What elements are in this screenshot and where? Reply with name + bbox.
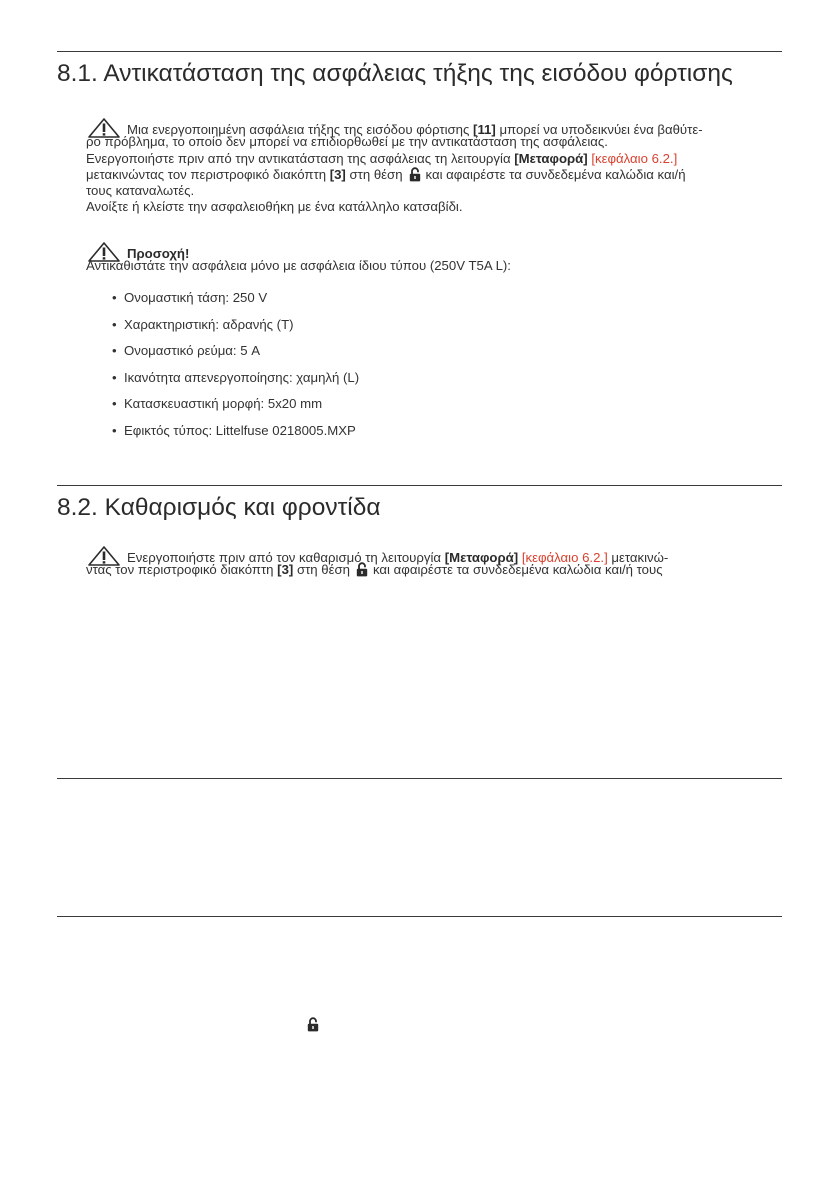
fuse-spec-list: [112, 290, 359, 449]
list-item: • Κατασκευαστική μορφή: 5x20 mm: [112, 396, 323, 411]
section-rule-top: [57, 51, 782, 52]
section-8-1-heading: 8.1. Αντικατάσταση της ασφάλειας τήξης της εισόδου φόρτισης: [57, 60, 733, 87]
list-item: • Χαρακτηριστική: αδρανής (T): [112, 316, 294, 332]
list-item: • Ονομαστικό ρεύμα: 5 A: [112, 343, 261, 358]
section-rule-8-2: [57, 485, 782, 486]
section-8-2-warning: Ενεργοποιήστε πριν από τον καθαρισμό τη λειτουργία [Μεταφορά] [κεφάλαιο 6.2.] μετακινώ- ντας τον περιστροφικό διακόπτη [3] στη θέση και αφαιρέστε τα συνδεδεμένα καλώδια και/ή τους: [86, 546, 786, 579]
section-8-2-heading: 8.2. Καθαρισμός και φροντίδα: [57, 494, 381, 521]
lock-open-icon: [356, 562, 368, 577]
section-rule-lower-1: [57, 778, 782, 779]
section-rule-lower-2: [57, 916, 782, 917]
section-8-1-warning: Μια ενεργοποιημένη ασφάλεια τήξης της εισόδου φόρτισης [11] μπορεί να υποδεικνύει ένα βαθύτε- ρο πρόβλημα, το οποίο δεν μπορεί να επιδιορθωθεί με την αντικατάσταση της ασφάλειας. Ενεργοποιήστε πριν από την αντικατάσταση της ασφάλειας τη λειτουργία [Μεταφορά] [κεφάλαιο 6.2.] μετακινώντας τον περιστροφικό διακόπτη [3] στη θέση και αφαιρέστε τα συνδεδεμένα καλώδια και/ή τους καταναλωτές. Ανοίξτε ή κλείστε την ασφαλειοθήκη με ένα κατάλληλο κατσαβίδι.: [86, 118, 786, 216]
caution-title: Προσοχή!: [127, 246, 190, 261]
chapter-6-2-reference[interactable]: [κεφάλαιο 6.2.]: [591, 150, 678, 166]
lock-open-icon: [409, 167, 421, 182]
lock-open-icon: [307, 1017, 319, 1032]
chapter-6-2-reference[interactable]: [κεφάλαιο 6.2.]: [521, 550, 608, 565]
caution-intro: Αντικαθιστάτε την ασφάλεια μόνο με ασφάλεια ίδιου τύπου (250V T5A L):: [86, 258, 511, 274]
list-item: • Εφικτός τύπος: Littelfuse 0218005.MXP: [112, 422, 356, 438]
list-item: • Ικανότητα απενεργοποίησης: χαμηλή (L): [112, 369, 360, 385]
list-item: • Ονομαστική τάση: 250 V: [112, 290, 268, 305]
section-8-1-caution: [86, 242, 786, 275]
